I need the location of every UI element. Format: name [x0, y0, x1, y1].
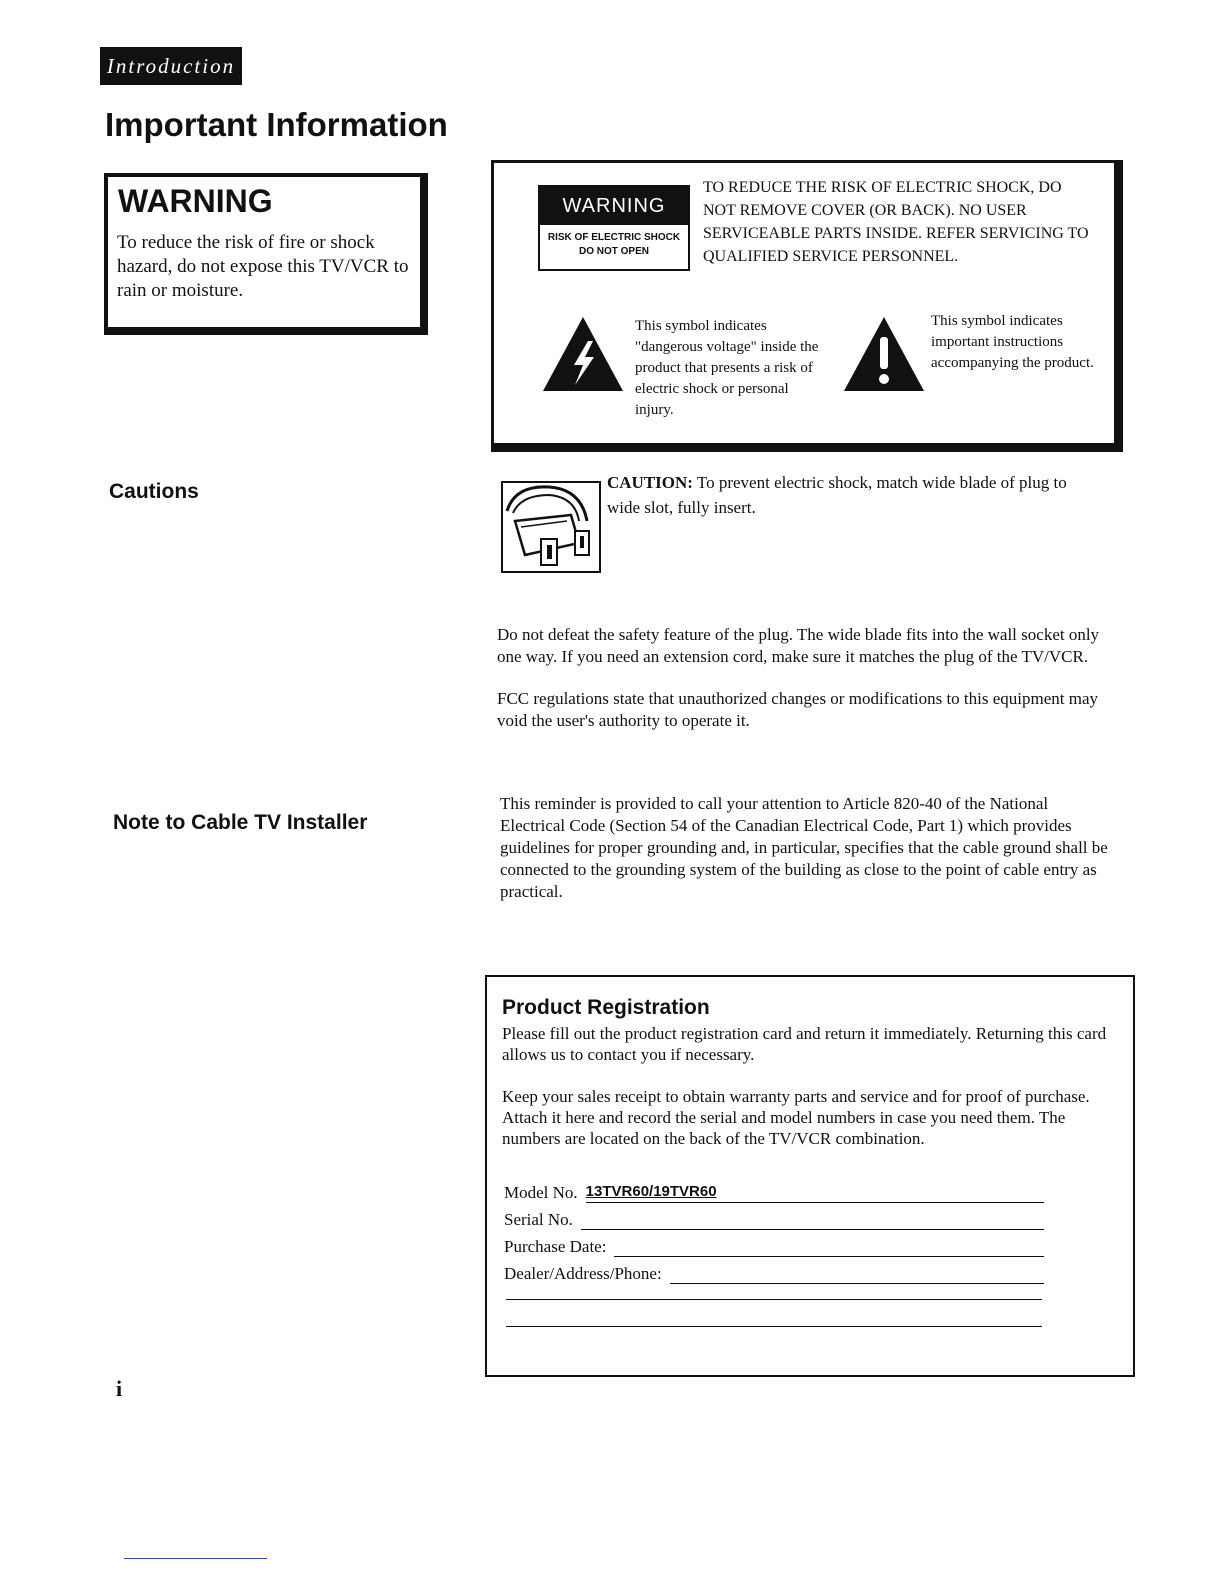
shock-label-do-not-open: DO NOT OPEN	[578, 246, 649, 257]
serial-number-label: Serial No.	[504, 1210, 573, 1229]
polarized-plug-icon	[501, 481, 601, 573]
purchase-date-label: Purchase Date:	[504, 1237, 607, 1256]
plug-safety-paragraph: Do not defeat the safety feature of the plug. The wide blade fits into the wall socket only one way. If you need an extension cord, make sure it matches the plug of the TV/VCR.	[497, 625, 1100, 666]
shock-label-heading: WARNING	[540, 187, 688, 225]
caution-label: CAUTION:	[607, 473, 693, 492]
page-title: Important Information	[105, 106, 448, 143]
shock-warning-box	[491, 160, 1123, 452]
footer-rule	[124, 1558, 267, 1559]
shock-label-risk: RISK OF ELECTRIC SHOCK	[547, 232, 681, 243]
lightning-triangle-icon	[541, 315, 625, 393]
registration-heading: Product Registration	[502, 996, 710, 1019]
warning-heading: WARNING	[118, 183, 273, 219]
registration-paragraph-2: Keep your sales receipt to obtain warranty parts and service and for proof of purchase. Attach it here and record the serial and model numbers in case you need them. The numbers are located on the back of the TV/VCR combination.	[502, 1087, 1090, 1148]
shock-warning-label	[538, 185, 690, 271]
exclamation-triangle-icon	[842, 315, 926, 393]
caution-instruction: To prevent electric shock, match wide blade of plug to wide slot, fully insert.	[607, 473, 1067, 517]
section-tab: Introduction	[100, 47, 242, 85]
important-symbol-text: This symbol indicates important instructions accompanying the product.	[931, 313, 1094, 371]
serial-number-field[interactable]	[581, 1209, 1044, 1230]
dealer-extra-line-2[interactable]	[506, 1326, 1042, 1327]
installer-heading: Note to Cable TV Installer	[113, 811, 368, 834]
model-number-field[interactable]: 13TVR60/19TVR60	[586, 1182, 1044, 1203]
warning-text: To reduce the risk of fire or shock hazard, do not expose this TV/VCR to rain or moisture.	[117, 232, 409, 301]
model-number-row	[504, 1177, 1044, 1203]
model-number-label: Model No.	[504, 1183, 578, 1202]
dealer-row	[504, 1258, 1044, 1284]
purchase-date-field[interactable]	[614, 1236, 1044, 1257]
fcc-paragraph: FCC regulations state that unauthorized changes or modifications to this equipment may void the user's authority to operate it.	[497, 689, 1099, 730]
dealer-extra-line-1[interactable]	[506, 1299, 1042, 1300]
serial-number-row	[504, 1204, 1044, 1230]
shock-notice: TO REDUCE THE RISK OF ELECTRIC SHOCK, DO NOT REMOVE COVER (OR BACK). NO USER SERVICEABLE PARTS INSIDE. REFER SERVICING TO QUALIFIED SERVICE PERSONNEL.	[703, 179, 1089, 265]
purchase-date-row	[504, 1231, 1044, 1257]
registration-box	[485, 975, 1135, 1377]
installer-paragraph: This reminder is provided to call your attention to Article 820-40 of the National Electrical Code (Section 54 of the Canadian Electrical Code, Part 1) which provides guidelines for proper grounding and, in particular, specifies that the cable ground shall be connected to the grounding system of the building as close to the point of cable entry as practical.	[500, 794, 1108, 901]
caution-text	[607, 470, 1102, 520]
voltage-symbol-text: This symbol indicates "dangerous voltage" inside the product that presents a risk of electric shock or personal injury.	[635, 318, 819, 418]
dealer-field[interactable]	[670, 1263, 1044, 1284]
warning-box	[104, 173, 428, 335]
page-number: i	[116, 1376, 123, 1401]
cautions-heading: Cautions	[109, 480, 199, 503]
dealer-label: Dealer/Address/Phone:	[504, 1264, 662, 1283]
registration-paragraph-1: Please fill out the product registration card and return it immediately. Returning this card allows us to contact you if necessary.	[502, 1024, 1107, 1064]
